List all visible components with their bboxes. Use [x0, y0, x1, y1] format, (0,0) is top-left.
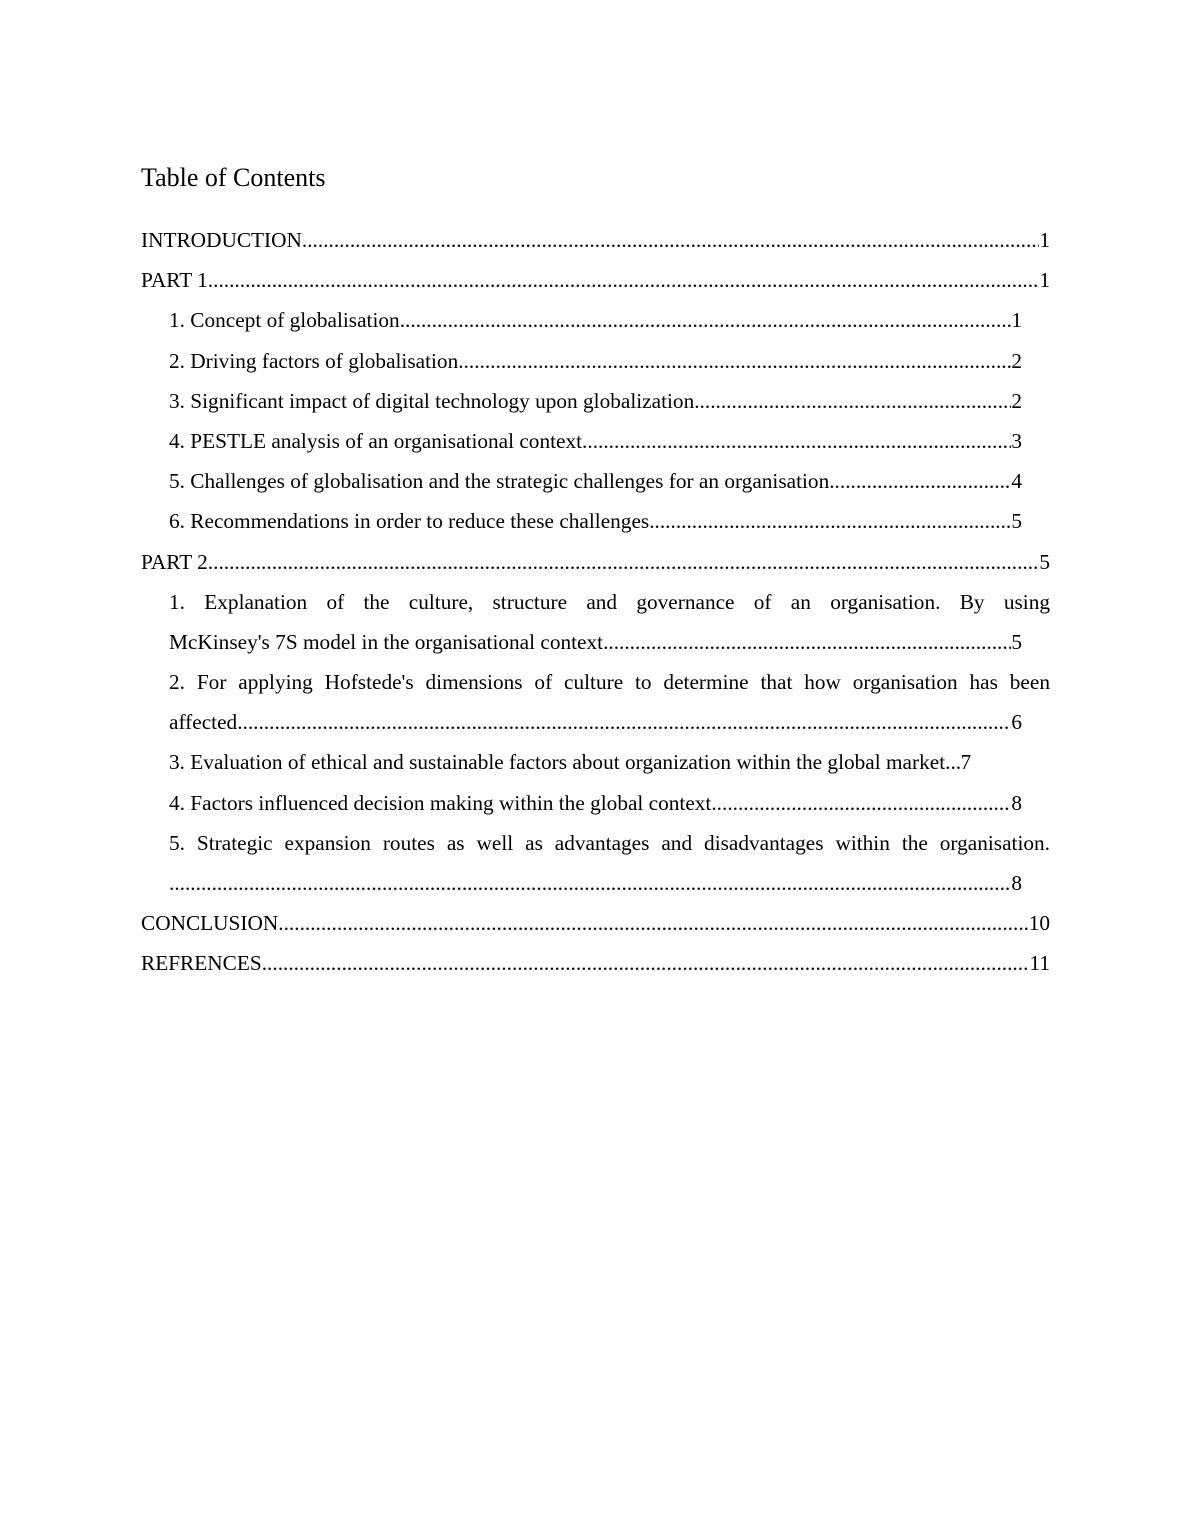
toc-entry-label: affected	[169, 710, 238, 735]
toc-leader-dots	[278, 903, 1028, 943]
toc-title: Table of Contents	[141, 163, 326, 192]
toc-entry-label: 6. Recommendations in order to reduce these challenges	[169, 509, 650, 534]
toc-entry-page: 8	[1011, 871, 1022, 895]
toc-entry-label: PART 2	[141, 549, 208, 574]
toc-leader-dots	[694, 381, 1011, 421]
toc-entry-label: 3. Evaluation of ethical and sustainable factors about organization within the global market.	[169, 750, 951, 775]
toc-entry-label: 4. Factors influenced decision making within the global context	[169, 790, 712, 815]
toc-entry-page: 8	[1011, 790, 1022, 815]
toc-entry-label: 4. PESTLE analysis of an organisational context	[169, 428, 583, 453]
toc-entry-label: 2. Driving factors of globalisation	[169, 348, 459, 373]
toc-entry-page: 3	[1011, 428, 1022, 453]
toc-entry-conclusion[interactable]	[141, 903, 1050, 943]
toc-entry-label: PART 1	[141, 268, 208, 293]
toc-entry-strategic-expansion-routes[interactable]	[169, 823, 1050, 903]
toc-entry-ethical-sustainable-factors[interactable]	[169, 742, 1050, 782]
toc-entry-page: 6	[1011, 710, 1022, 735]
toc-entry-recommendations[interactable]	[169, 501, 1022, 541]
toc-entry-concept-of-globalisation[interactable]	[169, 300, 1022, 340]
toc-entry-references[interactable]	[141, 943, 1050, 983]
toc-entry-page: 5	[1011, 509, 1022, 534]
toc-entry-page: 5	[1039, 549, 1050, 574]
toc-entry-label: INTRODUCTION	[141, 228, 302, 252]
toc-entry-introduction[interactable]	[141, 220, 1050, 260]
toc-leader-dots	[582, 421, 1011, 461]
toc-leader-dots	[603, 622, 1011, 662]
toc-leader-dots	[262, 943, 1030, 983]
toc-leader-dots	[950, 742, 960, 782]
toc-leader-dots	[400, 300, 1012, 340]
toc-entry-label-line1: 5. Strategic expansion routes as well as advantages and disadvantages within the organisation.	[169, 830, 1050, 855]
toc-entry-label: McKinsey's 7S model in the organisational context	[169, 629, 604, 654]
toc-entry-label: 1. Concept of globalisation	[169, 308, 400, 333]
toc-leader-dots	[169, 863, 1011, 903]
toc-entry-page: 4	[1011, 469, 1022, 494]
table-of-contents	[141, 220, 1050, 984]
toc-entry-part-2[interactable]	[141, 542, 1050, 582]
toc-entry-label-line1: 2. For applying Hofstede's dimensions of culture to determine that how organisation has been	[169, 670, 1050, 695]
toc-leader-dots	[208, 260, 1040, 300]
toc-entry-label: 5. Challenges of globalisation and the strategic challenges for an organisation	[169, 469, 830, 494]
toc-leader-dots	[302, 220, 1039, 260]
toc-entry-driving-factors[interactable]	[169, 341, 1022, 381]
toc-entry-label: REFRENCES	[141, 951, 262, 976]
toc-entry-label: 3. Significant impact of digital technology upon globalization	[169, 388, 695, 413]
toc-entry-label-line1: 1. Explanation of the culture, structure and governance of an organisation. By using	[169, 589, 1050, 614]
toc-entry-challenges-of-globalisation[interactable]	[169, 461, 1022, 501]
toc-leader-dots	[649, 501, 1011, 541]
toc-entry-page: 10	[1028, 911, 1050, 936]
toc-entry-page: 7	[960, 750, 972, 775]
toc-leader-dots	[237, 702, 1011, 742]
toc-entry-page: 5	[1011, 629, 1022, 654]
toc-entry-label: CONCLUSION	[141, 911, 279, 936]
toc-entry-part-1[interactable]	[141, 260, 1050, 300]
toc-leader-dots	[458, 341, 1011, 381]
toc-entry-page: 2	[1011, 388, 1022, 413]
toc-entry-decision-making-factors[interactable]	[169, 783, 1022, 823]
toc-entry-page: 1	[1039, 268, 1050, 293]
toc-entry-hofstede-dimensions[interactable]	[169, 662, 1050, 742]
toc-entry-page: 2	[1011, 348, 1022, 373]
toc-entry-culture-structure-governance[interactable]	[169, 582, 1050, 662]
toc-leader-dots	[711, 783, 1011, 823]
toc-leader-dots	[208, 542, 1040, 582]
toc-entry-page: 1	[1011, 308, 1022, 333]
toc-entry-page: 11	[1029, 951, 1050, 976]
toc-entry-pestle-analysis[interactable]	[169, 421, 1022, 461]
toc-leader-dots	[829, 461, 1011, 501]
toc-entry-digital-technology-impact[interactable]	[169, 381, 1022, 421]
toc-entry-page: 1	[1039, 228, 1050, 252]
